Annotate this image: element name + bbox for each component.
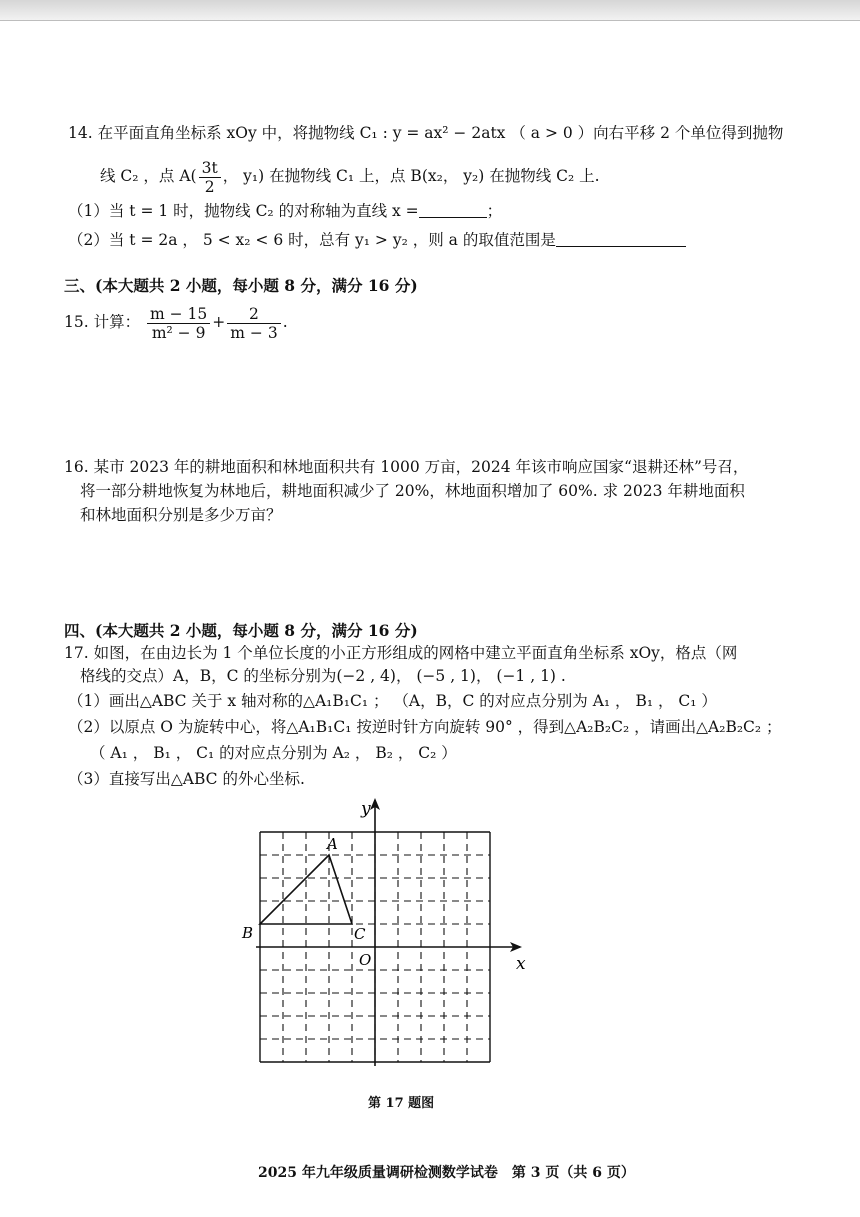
point-c-label: C xyxy=(354,925,366,943)
triangle-abc xyxy=(260,855,352,924)
q17-coordinate-grid-figure xyxy=(242,799,560,1080)
origin-label: O xyxy=(359,951,372,969)
q15-fraction-1-denominator: m² − 9 xyxy=(151,323,206,342)
figure-caption: 第 17 题图 xyxy=(368,1096,435,1111)
q15-fraction-2-numerator: 2 xyxy=(227,305,280,324)
q15-fraction-2 xyxy=(227,305,280,342)
q15-plus: + xyxy=(212,313,226,331)
q16-line-3: 和林地面积分别是多少万亩？ xyxy=(80,506,282,524)
q14-part-2-answer-blank[interactable] xyxy=(556,232,686,247)
q14-line-2-start: 线 C₂ ，点 A( xyxy=(100,167,197,185)
q15-label: 15. 计算： xyxy=(64,313,141,331)
q16-line-1: 16. 某市 2023 年的耕地面积和林地面积共有 1000 万亩，2024 年该市响应国家“退耕还林”号召， xyxy=(64,458,749,476)
q14-part-1-answer-blank[interactable] xyxy=(419,203,487,218)
q15-end: . xyxy=(282,313,288,331)
q17-line-1: 17. 如图，在由边长为 1 个单位长度的小正方形组成的网格中建立平面直角坐标系 xOy，格点（网 xyxy=(64,644,738,662)
q14-fraction-numerator: 3t xyxy=(199,159,221,178)
q15-line xyxy=(64,302,288,342)
q15-fraction-1 xyxy=(147,305,210,342)
q14-line-2-end: ， y₁) 在抛物线 C₁ 上，点 B(x₂， y₂) 在抛物线 C₂ 上. xyxy=(222,167,600,185)
q14-fraction-denominator: 2 xyxy=(204,177,215,196)
section-4-heading: 四、(本大题共 2 小题，每小题 8 分，满分 16 分) xyxy=(64,621,418,640)
section-3-heading: 三、(本大题共 2 小题，每小题 8 分，满分 16 分) xyxy=(64,276,418,295)
q14-part-1-text: （1）当 t = 1 时，抛物线 C₂ 的对称轴为直线 x = xyxy=(68,202,419,220)
q17-part-2: （2）以原点 O 为旋转中心，将△A₁B₁C₁ 按逆时针方向旋转 90° ，得到△A₂B₂C₂ ，请画出△A₂B₂C₂ ； xyxy=(68,718,782,736)
q17-line-2: 格线的交点）A，B，C 的坐标分别为(−2 , 4)， (−5 , 1)， (−1 , 1) . xyxy=(80,667,566,685)
y-axis-label: y xyxy=(361,799,371,819)
scan-top-edge xyxy=(0,0,860,21)
q14-fraction xyxy=(199,159,221,196)
page-footer: 2025 年九年级质量调研检测数学试卷 第 3 页（共 6 页） xyxy=(258,1165,635,1181)
q14-line-1: 14. 在平面直角坐标系 xOy 中，将抛物线 C₁ : y = ax² − 2atx （ a > 0 ）向右平移 2 个单位得到抛物 xyxy=(68,124,784,142)
point-b-label: B xyxy=(242,924,254,942)
q17-part-2-note: （ A₁ ， B₁ ， C₁ 的对应点分别为 A₂ ， B₂ ， C₂ ） xyxy=(90,744,457,762)
q17-part-1: （1）画出△ABC 关于 x 轴对称的△A₁B₁C₁ ； （A，B，C 的对应点分别为 A₁ ， B₁ ， C₁ ） xyxy=(68,692,717,710)
q14-part-2-text: （2）当 t = 2a ， 5 < x₂ < 6 时，总有 y₁ > y₂ ，则 a 的取值范围是 xyxy=(68,231,556,249)
q14-part-1 xyxy=(68,200,502,222)
q15-fraction-1-numerator: m − 15 xyxy=(147,305,210,324)
q16-line-2: 将一部分耕地恢复为林地后，耕地面积减少了 20%，林地面积增加了 60%. 求 2023 年耕地面积 xyxy=(80,482,745,500)
q14-part-2 xyxy=(68,229,686,251)
q14-part-1-end: ； xyxy=(486,202,503,220)
point-a-label: A xyxy=(327,835,338,853)
q15-fraction-2-denominator: m − 3 xyxy=(230,323,278,342)
q14-line-2 xyxy=(100,158,600,196)
x-axis-label: x xyxy=(516,954,526,974)
q17-part-3: （3）直接写出△ABC 的外心坐标. xyxy=(68,770,305,788)
coordinate-axes xyxy=(256,798,522,1066)
